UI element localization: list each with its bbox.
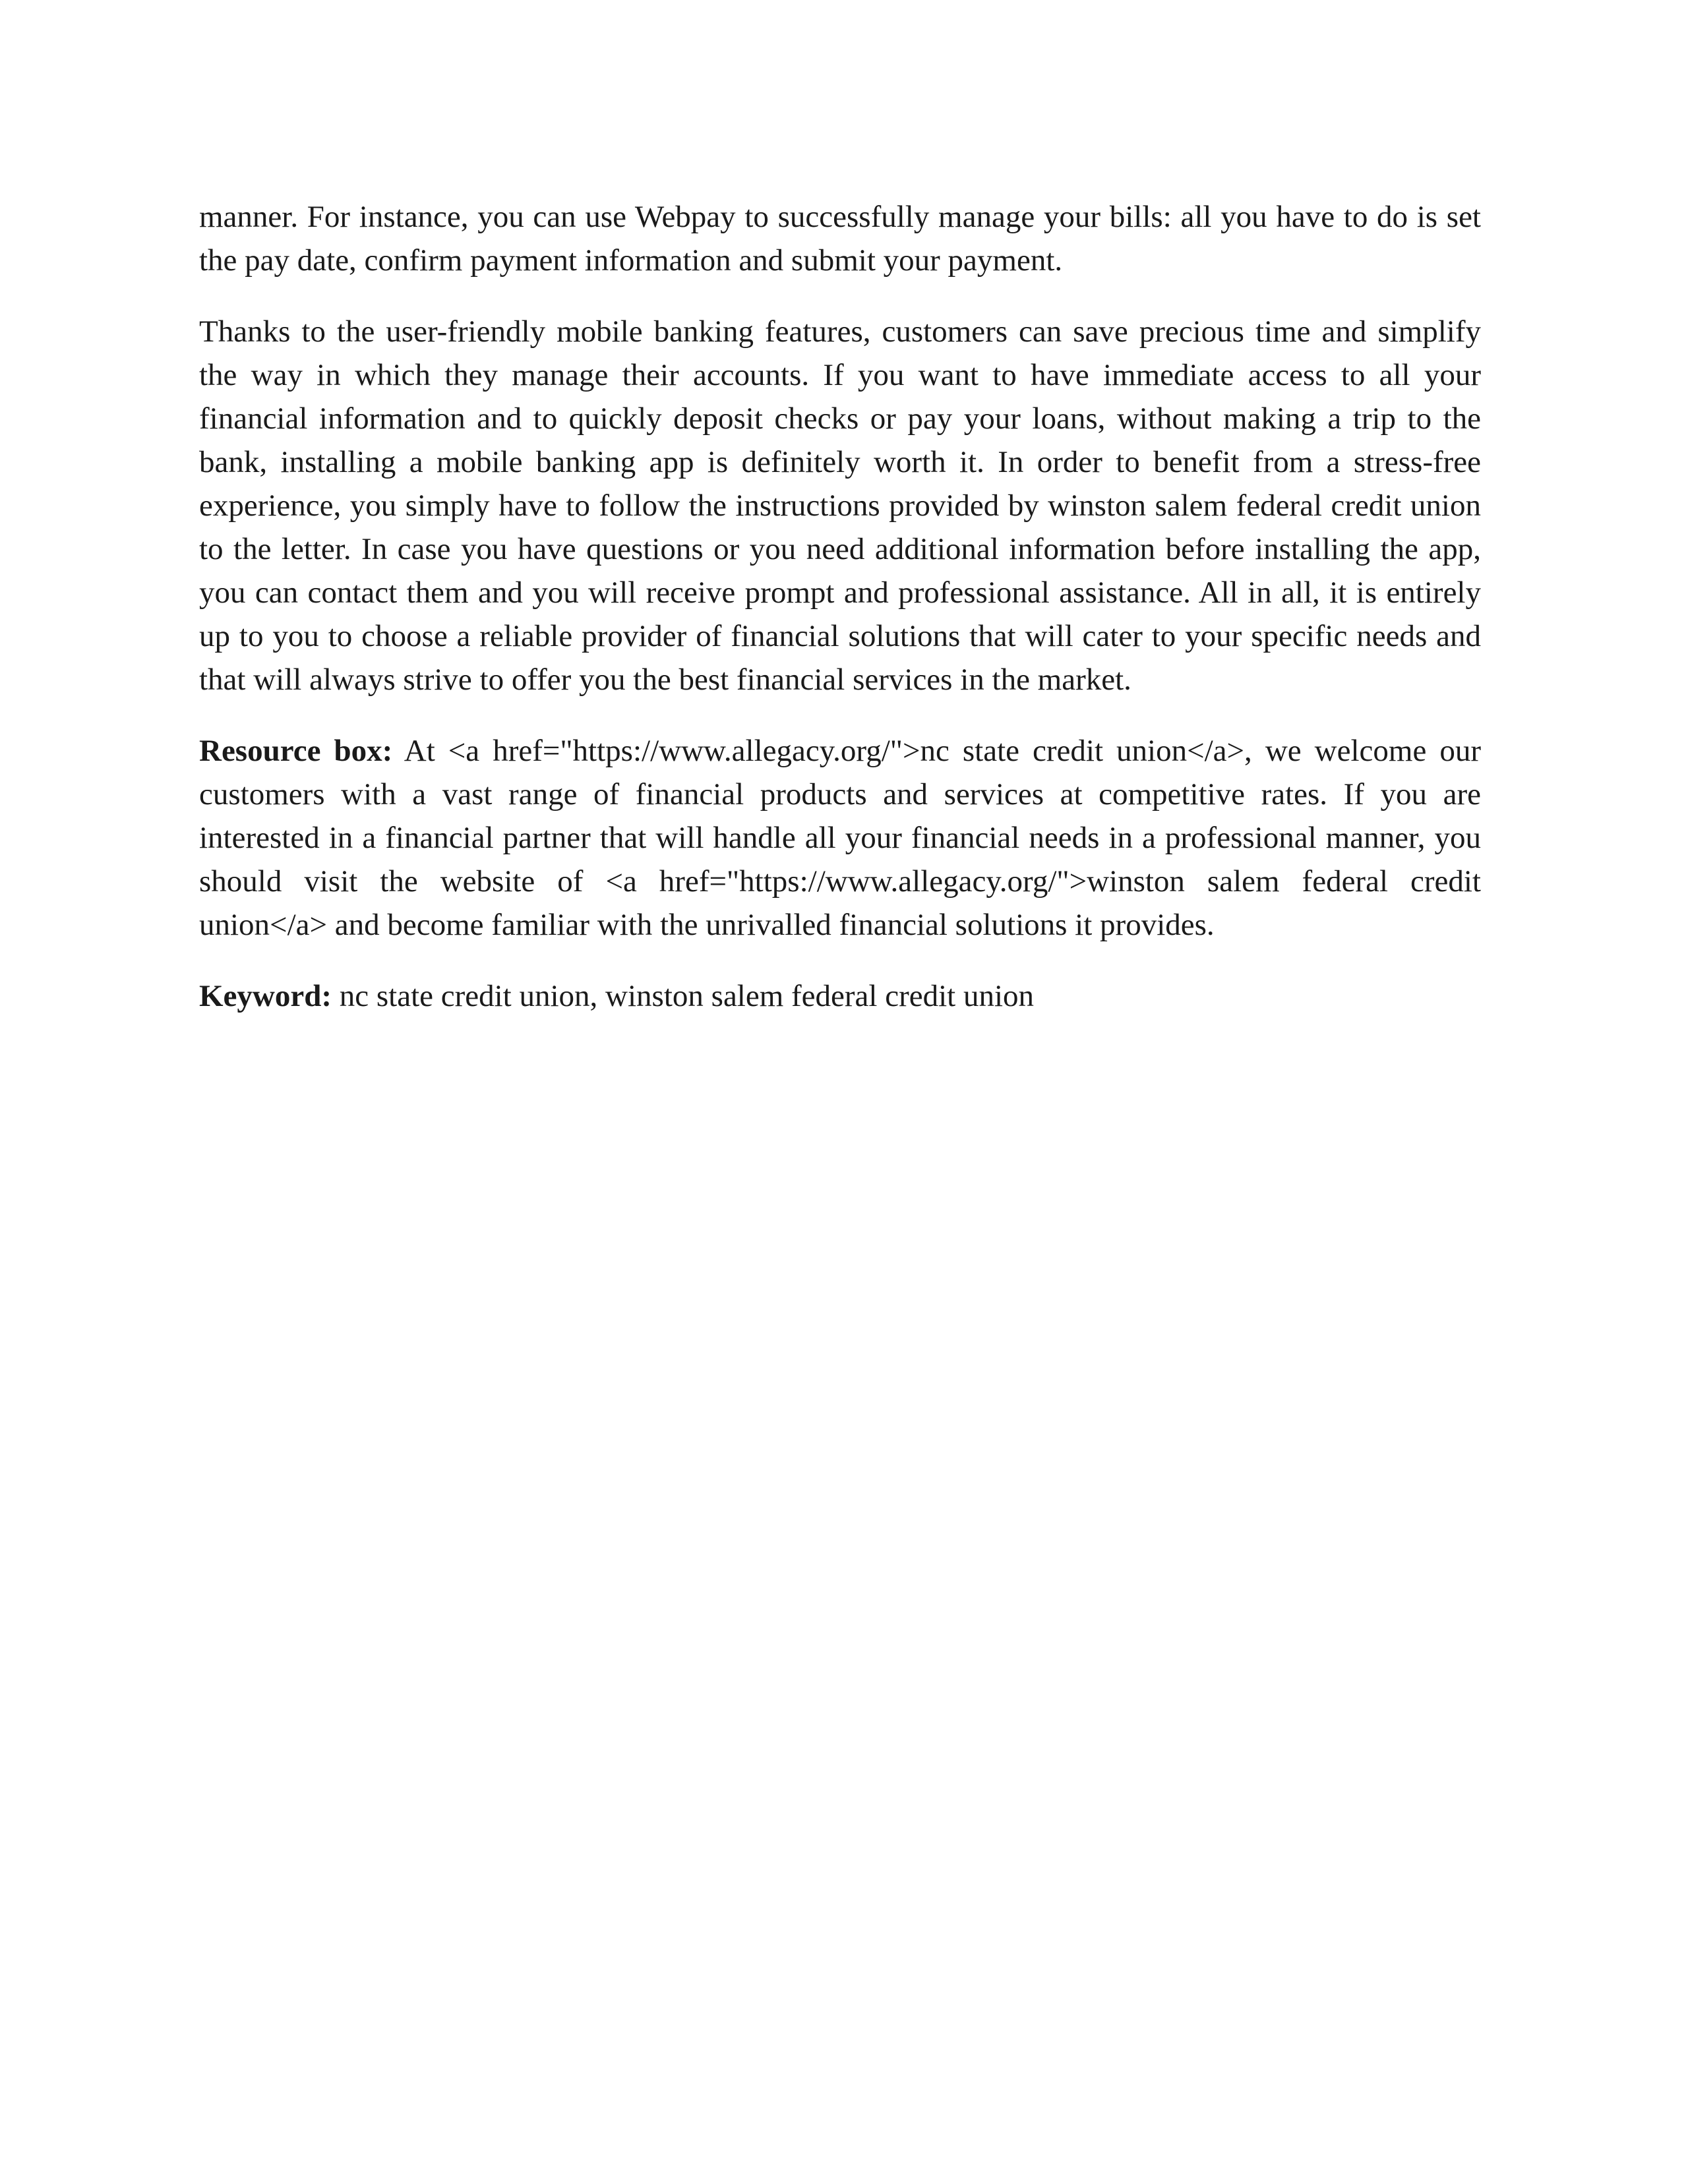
paragraph-text: manner. For instance, you can use Webpay to successfully manage your bills: all you have to do is set the pay date, confirm payment information and submit your payment. <box>199 200 1481 278</box>
paragraph-bill-payment <box>199 195 1481 282</box>
document-body <box>199 195 1481 1046</box>
paragraph-keyword <box>199 974 1481 1018</box>
paragraph-text: At <a href="https://www.allegacy.org/">nc state credit union</a>, we welcome our customers with a vast range of financial products and services at competitive rates. If you are interested in a financial partner that will handle all your financial needs in a professional manner, you should visit the website of <a href="https://www.allegacy.org/">winston salem federal credit union</a> and become familiar with the unrivalled financial solutions it provides. <box>199 734 1481 942</box>
keyword-label: Keyword: <box>199 979 332 1013</box>
resource-box-label: Resource box: <box>199 734 393 768</box>
paragraph-resource-box <box>199 729 1481 947</box>
paragraph-text: Thanks to the user-friendly mobile banking features, customers can save precious time and simplify the way in which they manage their accounts. If you want to have immediate access to all your financial information and to quickly deposit checks or pay your loans, without making a trip to the bank, installing a mobile banking app is definitely worth it. In order to benefit from a stress-free experience, you simply have to follow the instructions provided by winston salem federal credit union to the letter. In case you have questions or you need additional information before installing the app, you can contact them and you will receive prompt and professional assistance. All in all, it is entirely up to you to choose a reliable provider of financial solutions that will cater to your specific needs and that will always strive to offer you the best financial services in the market. <box>199 314 1481 697</box>
paragraph-mobile-banking <box>199 310 1481 701</box>
keyword-text: nc state credit union, winston salem federal credit union <box>339 979 1035 1013</box>
